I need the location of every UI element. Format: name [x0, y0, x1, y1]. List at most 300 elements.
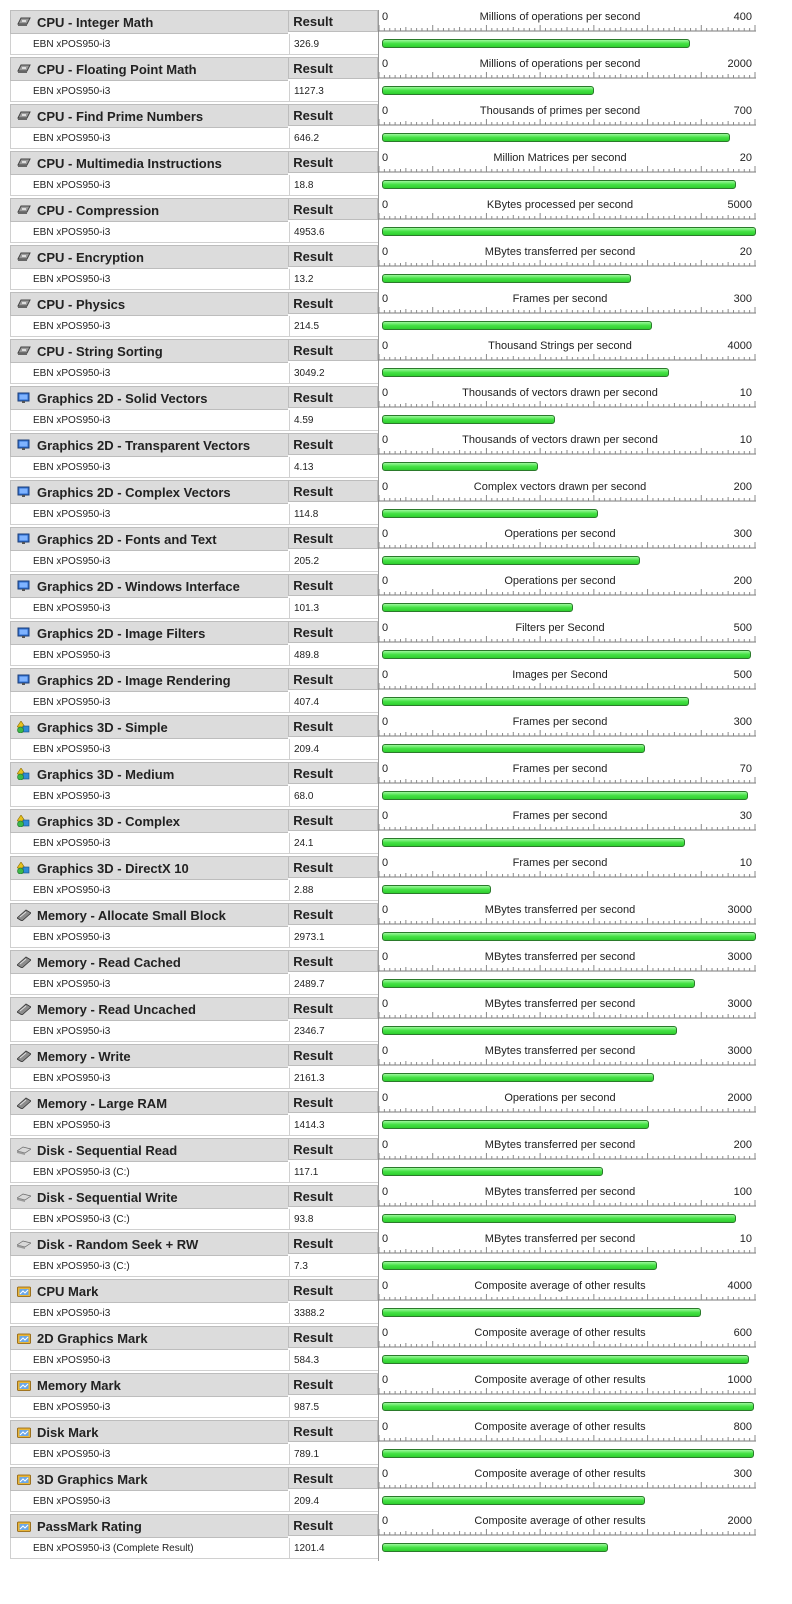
- benchmark-row: [10, 1420, 762, 1467]
- row-header: [10, 527, 378, 551]
- result-bar: [382, 1496, 645, 1505]
- chart-axis: [378, 574, 762, 596]
- result-value: 987.5: [289, 1397, 378, 1418]
- result-bar: [382, 1073, 654, 1082]
- test-title: Memory - Allocate Small Block: [37, 907, 226, 923]
- row-header: [10, 10, 378, 34]
- axis-max-label: 1000: [727, 1374, 752, 1386]
- system-row: [10, 1303, 378, 1325]
- system-name: EBN xPOS950-i3: [10, 457, 289, 478]
- result-value: 18.8: [289, 175, 378, 196]
- test-title-cell: [10, 433, 288, 457]
- shapes-3d-icon: [17, 721, 31, 733]
- chart-axis: [378, 151, 762, 173]
- axis-max-label: 200: [733, 481, 752, 493]
- axis-min-label: 0: [382, 810, 389, 822]
- benchmark-row: [10, 339, 762, 386]
- cpu-icon: [17, 157, 31, 169]
- test-title-cell: [10, 10, 288, 34]
- axis-unit-label: Million Matrices per second: [493, 152, 627, 164]
- row-header: [10, 856, 378, 880]
- result-value: 584.3: [289, 1350, 378, 1371]
- result-chart: [378, 1514, 762, 1561]
- benchmark-row: [10, 151, 762, 198]
- result-chart: [378, 762, 762, 809]
- system-name: EBN xPOS950-i3: [10, 175, 289, 196]
- result-header: Result: [288, 480, 378, 502]
- chart-axis: [378, 292, 762, 314]
- row-header: [10, 198, 378, 222]
- system-name: EBN xPOS950-i3: [10, 34, 289, 55]
- axis-max-label: 300: [733, 528, 752, 540]
- test-title: CPU - Encryption: [37, 249, 144, 265]
- system-row: [10, 269, 378, 291]
- axis-min-label: 0: [382, 246, 389, 258]
- test-title-cell: [10, 151, 288, 175]
- system-name: EBN xPOS950-i3: [10, 269, 289, 290]
- result-header: Result: [288, 762, 378, 784]
- axis-max-label: 200: [733, 575, 752, 587]
- system-row: [10, 410, 378, 432]
- row-header: [10, 339, 378, 363]
- axis-unit-label: Thousands of vectors drawn per second: [462, 387, 658, 399]
- chart-axis: [378, 1326, 762, 1348]
- result-chart: [378, 997, 762, 1044]
- axis-max-label: 600: [733, 1327, 752, 1339]
- chart-axis: [378, 950, 762, 972]
- test-title-cell: [10, 527, 288, 551]
- mark-icon: [17, 1473, 31, 1485]
- axis-unit-label: Composite average of other results: [474, 1515, 646, 1527]
- axis-unit-label: Millions of operations per second: [479, 58, 641, 70]
- result-bar: [382, 1355, 749, 1364]
- chart-axis: [378, 903, 762, 925]
- result-header: Result: [288, 198, 378, 220]
- test-title-cell: [10, 1326, 288, 1350]
- axis-unit-label: MBytes transferred per second: [484, 1233, 636, 1245]
- row-header: [10, 1326, 378, 1350]
- result-chart: [378, 10, 762, 57]
- axis-unit-label: Frames per second: [512, 763, 608, 775]
- test-title: Graphics 2D - Windows Interface: [37, 578, 240, 594]
- system-row: [10, 786, 378, 808]
- axis-unit-label: MBytes transferred per second: [484, 951, 636, 963]
- axis-unit-label: Composite average of other results: [474, 1421, 646, 1433]
- axis-max-label: 10: [739, 434, 752, 446]
- test-title: 2D Graphics Mark: [37, 1330, 148, 1346]
- cpu-icon: [17, 251, 31, 263]
- result-header: Result: [288, 715, 378, 737]
- result-header: Result: [288, 1138, 378, 1160]
- axis-unit-label: Millions of operations per second: [479, 11, 641, 23]
- system-name: EBN xPOS950-i3: [10, 316, 289, 337]
- result-bar: [382, 697, 689, 706]
- chart-axis: [378, 1138, 762, 1160]
- result-header: Result: [288, 386, 378, 408]
- result-header: Result: [288, 433, 378, 455]
- axis-unit-label: Images per Second: [512, 669, 608, 681]
- row-header: [10, 1185, 378, 1209]
- system-name: EBN xPOS950-i3: [10, 974, 289, 995]
- result-chart: [378, 903, 762, 950]
- row-header: [10, 762, 378, 786]
- chart-axis: [378, 433, 762, 455]
- test-title: CPU - String Sorting: [37, 343, 163, 359]
- result-chart: [378, 1138, 762, 1185]
- test-title-cell: [10, 997, 288, 1021]
- chart-axis: [378, 1420, 762, 1442]
- system-row: [10, 1209, 378, 1231]
- result-bar: [382, 462, 538, 471]
- benchmark-row: [10, 10, 762, 57]
- axis-min-label: 0: [382, 340, 389, 352]
- axis-unit-label: Frames per second: [512, 857, 608, 869]
- result-header: Result: [288, 809, 378, 831]
- monitor-icon: [17, 486, 31, 498]
- row-header: [10, 1514, 378, 1538]
- memory-icon: [17, 909, 31, 921]
- system-name: EBN xPOS950-i3: [10, 1303, 289, 1324]
- axis-min-label: 0: [382, 1092, 389, 1104]
- benchmark-row: [10, 1138, 762, 1185]
- axis-min-label: 0: [382, 1186, 389, 1198]
- benchmark-row: [10, 527, 762, 574]
- test-title: Graphics 3D - Complex: [37, 813, 181, 829]
- benchmark-row: [10, 57, 762, 104]
- axis-min-label: 0: [382, 716, 389, 728]
- system-name: EBN xPOS950-i3: [10, 645, 289, 666]
- test-title-cell: [10, 621, 288, 645]
- benchmark-row: [10, 292, 762, 339]
- chart-axis: [378, 1373, 762, 1395]
- axis-unit-label: Composite average of other results: [474, 1374, 646, 1386]
- system-name: EBN xPOS950-i3: [10, 880, 289, 901]
- test-title-cell: [10, 1138, 288, 1162]
- result-bar: [382, 650, 751, 659]
- system-name: EBN xPOS950-i3: [10, 1491, 289, 1512]
- axis-min-label: 0: [382, 58, 389, 70]
- axis-min-label: 0: [382, 998, 389, 1010]
- system-row: [10, 833, 378, 855]
- system-name: EBN xPOS950-i3: [10, 551, 289, 572]
- result-header: Result: [288, 1185, 378, 1207]
- axis-min-label: 0: [382, 105, 389, 117]
- chart-axis: [378, 809, 762, 831]
- axis-unit-label: Operations per second: [504, 528, 616, 540]
- test-title-cell: [10, 668, 288, 692]
- result-header: Result: [288, 245, 378, 267]
- result-chart: [378, 1420, 762, 1467]
- result-header: Result: [288, 621, 378, 643]
- cpu-icon: [17, 204, 31, 216]
- benchmark-row: [10, 1326, 762, 1373]
- test-title-cell: [10, 245, 288, 269]
- row-header: [10, 433, 378, 457]
- result-value: 2346.7: [289, 1021, 378, 1042]
- test-title: Disk Mark: [37, 1424, 99, 1440]
- row-header: [10, 903, 378, 927]
- test-title: Memory - Read Uncached: [37, 1001, 196, 1017]
- system-name: EBN xPOS950-i3: [10, 598, 289, 619]
- result-chart: [378, 1373, 762, 1420]
- memory-icon: [17, 1003, 31, 1015]
- result-value: 789.1: [289, 1444, 378, 1465]
- system-row: [10, 504, 378, 526]
- axis-max-label: 2000: [727, 1515, 752, 1527]
- result-value: 489.8: [289, 645, 378, 666]
- result-value: 326.9: [289, 34, 378, 55]
- result-chart: [378, 527, 762, 574]
- system-name: EBN xPOS950-i3: [10, 410, 289, 431]
- result-bar: [382, 509, 598, 518]
- result-chart: [378, 856, 762, 903]
- system-row: [10, 1491, 378, 1513]
- disk-icon: [17, 1238, 31, 1250]
- mark-icon: [17, 1285, 31, 1297]
- system-name: EBN xPOS950-i3: [10, 1068, 289, 1089]
- chart-axis: [378, 1467, 762, 1489]
- mark-icon: [17, 1332, 31, 1344]
- result-header: Result: [288, 1326, 378, 1348]
- test-title-cell: [10, 762, 288, 786]
- axis-unit-label: Frames per second: [512, 716, 608, 728]
- row-header: [10, 997, 378, 1021]
- axis-max-label: 300: [733, 293, 752, 305]
- result-header: Result: [288, 10, 378, 32]
- axis-min-label: 0: [382, 1139, 389, 1151]
- result-bar: [382, 1402, 754, 1411]
- result-chart: [378, 245, 762, 292]
- result-value: 4.13: [289, 457, 378, 478]
- test-title-cell: [10, 480, 288, 504]
- result-chart: [378, 1326, 762, 1373]
- chart-axis: [378, 668, 762, 690]
- axis-max-label: 4000: [727, 1280, 752, 1292]
- result-value: 1414.3: [289, 1115, 378, 1136]
- test-title: Graphics 2D - Transparent Vectors: [37, 437, 251, 453]
- result-chart: [378, 621, 762, 668]
- result-header: Result: [288, 1091, 378, 1113]
- test-title: 3D Graphics Mark: [37, 1471, 148, 1487]
- result-bar: [382, 744, 645, 753]
- system-name: EBN xPOS950-i3: [10, 128, 289, 149]
- axis-min-label: 0: [382, 434, 389, 446]
- result-bar: [382, 86, 594, 95]
- axis-max-label: 500: [733, 622, 752, 634]
- result-value: 4.59: [289, 410, 378, 431]
- test-title: PassMark Rating: [37, 1518, 142, 1534]
- axis-min-label: 0: [382, 1280, 389, 1292]
- system-row: [10, 34, 378, 56]
- chart-axis: [378, 1514, 762, 1536]
- axis-min-label: 0: [382, 904, 389, 916]
- cpu-icon: [17, 345, 31, 357]
- benchmark-row: [10, 1044, 762, 1091]
- axis-unit-label: Composite average of other results: [474, 1468, 646, 1480]
- test-title: Memory - Write: [37, 1048, 131, 1064]
- result-chart: [378, 1091, 762, 1138]
- system-row: [10, 1162, 378, 1184]
- test-title-cell: [10, 339, 288, 363]
- row-header: [10, 621, 378, 645]
- system-row: [10, 457, 378, 479]
- result-chart: [378, 339, 762, 386]
- test-title-cell: [10, 1044, 288, 1068]
- chart-axis: [378, 1279, 762, 1301]
- row-header: [10, 668, 378, 692]
- test-title: Graphics 2D - Complex Vectors: [37, 484, 231, 500]
- test-title-cell: [10, 1232, 288, 1256]
- chart-axis: [378, 1232, 762, 1254]
- benchmark-row: [10, 245, 762, 292]
- axis-max-label: 5000: [727, 199, 752, 211]
- system-row: [10, 739, 378, 761]
- axis-max-label: 300: [733, 1468, 752, 1480]
- benchmark-row: [10, 1514, 762, 1561]
- result-value: 114.8: [289, 504, 378, 525]
- system-row: [10, 1444, 378, 1466]
- system-name: EBN xPOS950-i3: [10, 833, 289, 854]
- axis-min-label: 0: [382, 481, 389, 493]
- row-header: [10, 245, 378, 269]
- axis-unit-label: Composite average of other results: [474, 1327, 646, 1339]
- test-title-cell: [10, 809, 288, 833]
- axis-max-label: 20: [739, 246, 752, 258]
- test-title-cell: [10, 574, 288, 598]
- result-header: Result: [288, 1373, 378, 1395]
- axis-unit-label: Thousands of vectors drawn per second: [462, 434, 658, 446]
- chart-axis: [378, 1185, 762, 1207]
- axis-max-label: 10: [739, 387, 752, 399]
- axis-unit-label: Filters per Second: [515, 622, 605, 634]
- test-title: Graphics 3D - Simple: [37, 719, 168, 735]
- axis-max-label: 3000: [727, 1045, 752, 1057]
- result-chart: [378, 104, 762, 151]
- result-bar: [382, 838, 685, 847]
- row-header: [10, 1279, 378, 1303]
- axis-max-label: 300: [733, 716, 752, 728]
- axis-max-label: 10: [739, 1233, 752, 1245]
- axis-min-label: 0: [382, 387, 389, 399]
- result-value: 68.0: [289, 786, 378, 807]
- test-title: Graphics 2D - Image Filters: [37, 625, 206, 641]
- row-header: [10, 1420, 378, 1444]
- axis-min-label: 0: [382, 1045, 389, 1057]
- axis-unit-label: MBytes transferred per second: [484, 1186, 636, 1198]
- result-value: 209.4: [289, 1491, 378, 1512]
- result-bar: [382, 415, 555, 424]
- chart-axis: [378, 10, 762, 32]
- system-name: EBN xPOS950-i3: [10, 363, 289, 384]
- test-title: Memory Mark: [37, 1377, 121, 1393]
- cpu-icon: [17, 16, 31, 28]
- system-row: [10, 974, 378, 996]
- system-row: [10, 880, 378, 902]
- row-header: [10, 574, 378, 598]
- result-bar: [382, 180, 736, 189]
- axis-max-label: 3000: [727, 951, 752, 963]
- row-header: [10, 1138, 378, 1162]
- monitor-icon: [17, 439, 31, 451]
- chart-axis: [378, 715, 762, 737]
- axis-max-label: 20: [739, 152, 752, 164]
- axis-max-label: 100: [733, 1186, 752, 1198]
- axis-max-label: 2000: [727, 1092, 752, 1104]
- test-title-cell: [10, 1279, 288, 1303]
- system-row: [10, 1068, 378, 1090]
- axis-max-label: 2000: [727, 58, 752, 70]
- result-bar: [382, 1308, 701, 1317]
- test-title-cell: [10, 1091, 288, 1115]
- test-title-cell: [10, 1373, 288, 1397]
- system-row: [10, 363, 378, 385]
- chart-axis: [378, 621, 762, 643]
- result-value: 93.8: [289, 1209, 378, 1230]
- result-header: Result: [288, 1279, 378, 1301]
- test-title: Graphics 3D - Medium: [37, 766, 175, 782]
- result-bar: [382, 368, 669, 377]
- result-bar: [382, 1120, 649, 1129]
- system-row: [10, 927, 378, 949]
- system-row: [10, 128, 378, 150]
- axis-unit-label: Composite average of other results: [474, 1280, 646, 1292]
- test-title-cell: [10, 198, 288, 222]
- system-name: EBN xPOS950-i3: [10, 81, 289, 102]
- benchmark-row: [10, 809, 762, 856]
- axis-unit-label: Thousand Strings per second: [488, 340, 632, 352]
- row-header: [10, 1091, 378, 1115]
- result-header: Result: [288, 856, 378, 878]
- system-name: EBN xPOS950-i3 (C:): [10, 1162, 289, 1183]
- axis-min-label: 0: [382, 11, 389, 23]
- axis-max-label: 200: [733, 1139, 752, 1151]
- result-header: Result: [288, 104, 378, 126]
- row-header: [10, 809, 378, 833]
- axis-unit-label: MBytes transferred per second: [484, 1045, 636, 1057]
- test-title: CPU Mark: [37, 1283, 99, 1299]
- result-header: Result: [288, 292, 378, 314]
- axis-min-label: 0: [382, 1421, 389, 1433]
- benchmark-row: [10, 950, 762, 997]
- axis-min-label: 0: [382, 1468, 389, 1480]
- row-header: [10, 1044, 378, 1068]
- system-name: EBN xPOS950-i3: [10, 786, 289, 807]
- axis-max-label: 400: [733, 11, 752, 23]
- system-row: [10, 1256, 378, 1278]
- test-title: CPU - Physics: [37, 296, 126, 312]
- result-chart: [378, 1185, 762, 1232]
- result-header: Result: [288, 668, 378, 690]
- result-chart: [378, 433, 762, 480]
- axis-min-label: 0: [382, 951, 389, 963]
- test-title-cell: [10, 950, 288, 974]
- benchmark-row: [10, 715, 762, 762]
- test-title: Disk - Sequential Write: [37, 1189, 178, 1205]
- test-title-cell: [10, 1514, 288, 1538]
- system-row: [10, 222, 378, 244]
- test-title: Graphics 3D - DirectX 10: [37, 860, 189, 876]
- result-value: 2.88: [289, 880, 378, 901]
- monitor-icon: [17, 580, 31, 592]
- result-bar: [382, 1167, 603, 1176]
- monitor-icon: [17, 674, 31, 686]
- axis-min-label: 0: [382, 857, 389, 869]
- result-chart: [378, 292, 762, 339]
- row-header: [10, 292, 378, 316]
- shapes-3d-icon: [17, 815, 31, 827]
- benchmark-row: [10, 1091, 762, 1138]
- row-header: [10, 950, 378, 974]
